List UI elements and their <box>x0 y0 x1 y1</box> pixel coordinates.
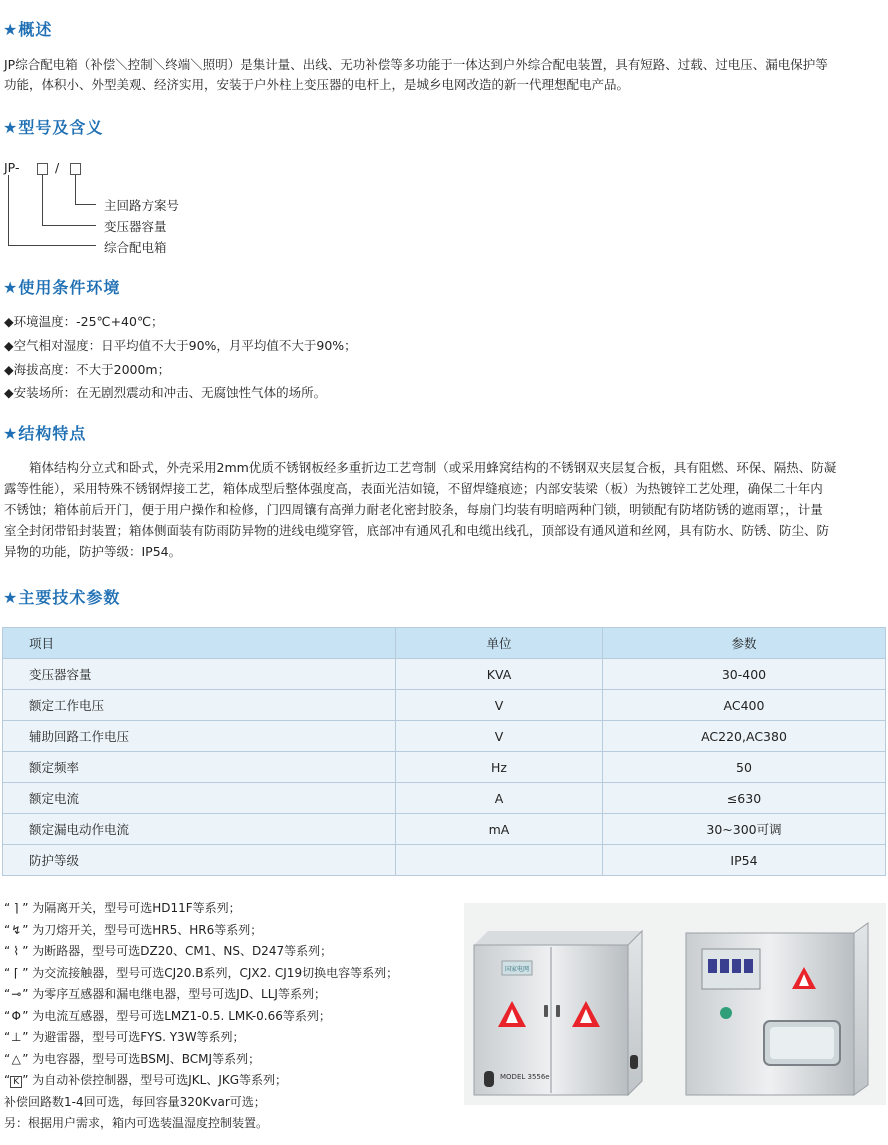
contactor-icon: ⌈ <box>13 965 19 980</box>
condition-item: ◆安装场所：在无剧烈震动和冲击、无腐蚀性气体的场所。 <box>4 385 327 400</box>
zero-sequence-transformer-icon: ⊸ <box>11 987 22 1001</box>
table-cell: 额定电流 <box>3 783 396 814</box>
table-cell: 50 <box>603 752 886 783</box>
symbol-note: “↯” 为刀熔开关，型号可选HR5、HR6等系列； <box>4 920 398 942</box>
table-row <box>3 659 886 690</box>
table-cell: A <box>396 783 603 814</box>
right-cabinet <box>686 923 868 1095</box>
structure-line: 不锈蚀；箱体前后开门，便于用户操作和检修，门四周镶有高弹力耐老化密封胶条，每扇门均装有明暗两种门锁，明锁配有防堵防锈的遮雨罩；，计量 <box>4 502 823 517</box>
capacitor-icon: △ <box>11 1051 21 1066</box>
model-box-capacity <box>37 163 48 175</box>
symbol-note: “Φ” 为电流互感器，型号可选LMZ1-0.5. LMK-0.66等系列； <box>4 1006 398 1028</box>
model-label-capacity: 变压器容量 <box>104 219 167 234</box>
model-prefix: JP- <box>4 160 20 175</box>
condition-item: ◆空气相对湿度：日平均值不大于90%，月平均值不大于90%； <box>4 338 357 353</box>
symbol-note: “⊸” 为零序互感器和漏电继电器，型号可选JD、LLJ等系列； <box>4 984 398 1006</box>
overview-line: 功能，体积小、外型美观、经济实用，安装于户外柱上变压器的电杆上，是城乡电网改造的新一代理想配电产品。 <box>4 77 630 92</box>
table-row <box>3 783 886 814</box>
table-cell: KVA <box>396 659 603 690</box>
table-header-row <box>3 628 886 659</box>
surge-arrester-icon: ⊥ <box>10 1030 22 1044</box>
distribution-box-illustration <box>464 903 886 1105</box>
table-row <box>3 690 886 721</box>
section-heading-structure: ★结构特点 <box>3 424 87 443</box>
section-heading-conditions: ★使用条件环境 <box>3 278 121 297</box>
symbol-notes <box>4 898 398 1135</box>
table-cell: V <box>396 690 603 721</box>
table-cell: 额定漏电动作电流 <box>3 814 396 845</box>
table-header-value: 参数 <box>603 628 886 659</box>
model-slash: / <box>55 160 60 175</box>
table-header-unit: 单位 <box>396 628 603 659</box>
table-cell: V <box>396 721 603 752</box>
footer-note: 另：根据用户需求，箱内可选装温湿度控制装置。 <box>4 1116 269 1130</box>
table-header-item: 项目 <box>3 628 396 659</box>
table-cell: AC220,AC380 <box>603 721 886 752</box>
circuit-breaker-icon: ⌇ <box>13 944 20 958</box>
fuse-switch-icon: ↯ <box>11 922 22 937</box>
structure-line: 箱体结构分立式和卧式，外壳采用2mm优质不锈钢板经多重折边工艺弯制（或采用蜂窝结构的不锈钢双夹层复合板，具有阻燃、环保、隔热、防凝 <box>4 460 837 475</box>
model-label-box: 综合配电箱 <box>104 240 167 255</box>
section-heading-params: ★主要技术参数 <box>3 588 121 607</box>
structure-line: 露等性能），采用特殊不锈钢焊接工艺，箱体成型后整体强度高，表面光洁如镜，不留焊缝痕迹；内部安装梁（板）为热镀锌工艺处理，确保二十年内 <box>4 481 823 496</box>
isolating-switch-icon: ⌉ <box>13 901 19 915</box>
footer-note: 补偿回路数1-4回可选，每回容量320Kvar可选； <box>4 1094 266 1109</box>
left-cabinet <box>474 931 642 1095</box>
table-cell: IP54 <box>603 845 886 876</box>
model-box-scheme <box>70 163 81 175</box>
condition-item: ◆海拔高度：不大于2000m； <box>4 362 171 377</box>
symbol-note: “ ⌈ ” 为交流接触器，型号可选CJ20.B系列，CJX2. CJ19切换电容等系列； <box>4 963 398 985</box>
table-cell: Hz <box>396 752 603 783</box>
product-photo <box>464 903 886 1105</box>
symbol-note: “ ⌇ ” 为断路器，型号可选DZ20、CM1、NS、D247等系列； <box>4 941 398 963</box>
table-cell: 变压器容量 <box>3 659 396 690</box>
table-row <box>3 814 886 845</box>
params-table <box>2 627 886 876</box>
overview-line: JP综合配电箱（补偿＼控制＼终端＼照明）是集计量、出线、无功补偿等多功能于一体达到户外综合配电装置，具有短路、过载、过电压、漏电保护等 <box>4 57 828 72</box>
table-cell: 30-400 <box>603 659 886 690</box>
table-row <box>3 752 886 783</box>
model-bracket-line <box>8 175 96 246</box>
controller-icon: K <box>10 1076 22 1088</box>
structure-paragraph <box>4 457 884 562</box>
overview-paragraph <box>4 55 884 95</box>
table-cell: 额定工作电压 <box>3 690 396 721</box>
structure-line: 异物的功能，防护等级：IP54。 <box>4 544 182 559</box>
symbol-note: “⊥” 为避雷器，型号可选FYS. Y3W等系列； <box>4 1027 398 1049</box>
table-row <box>3 721 886 752</box>
symbol-note: “ ⌉ ” 为隔离开关，型号可选HD11F等系列； <box>4 898 398 920</box>
door-handle-icon <box>556 1005 560 1017</box>
symbol-note: “△” 为电容器，型号可选BSMJ、BCMJ等系列； <box>4 1049 398 1071</box>
model-label-scheme: 主回路方案号 <box>104 198 180 213</box>
model-label: MODEL 3556e <box>500 1073 550 1081</box>
table-cell: 30~300可调 <box>603 814 886 845</box>
table-row <box>3 845 886 876</box>
current-transformer-icon: Φ <box>11 1008 21 1023</box>
table-cell <box>396 845 603 876</box>
table-cell: 额定频率 <box>3 752 396 783</box>
door-handle-icon <box>544 1005 548 1017</box>
logo-icon <box>720 1007 732 1019</box>
section-heading-model: ★型号及含义 <box>3 118 104 137</box>
section-heading-overview: ★概述 <box>3 20 53 39</box>
table-cell: 辅助回路工作电压 <box>3 721 396 752</box>
symbol-note: “ K ” 为自动补偿控制器，型号可选JKL、JKG等系列； <box>4 1073 288 1087</box>
condition-item: ◆环境温度：-25℃+40℃； <box>4 314 164 329</box>
table-cell: mA <box>396 814 603 845</box>
structure-line: 室全封闭带铅封装置；箱体侧面装有防雨防异物的进线电缆穿管，底部冲有通风孔和电缆出线孔，顶部设有通风道和丝网，具有防水、防锈、防尘、防 <box>4 523 830 538</box>
brand-label: 国家电网 <box>504 966 530 973</box>
table-cell: 防护等级 <box>3 845 396 876</box>
table-cell: AC400 <box>603 690 886 721</box>
table-cell: ≤630 <box>603 783 886 814</box>
